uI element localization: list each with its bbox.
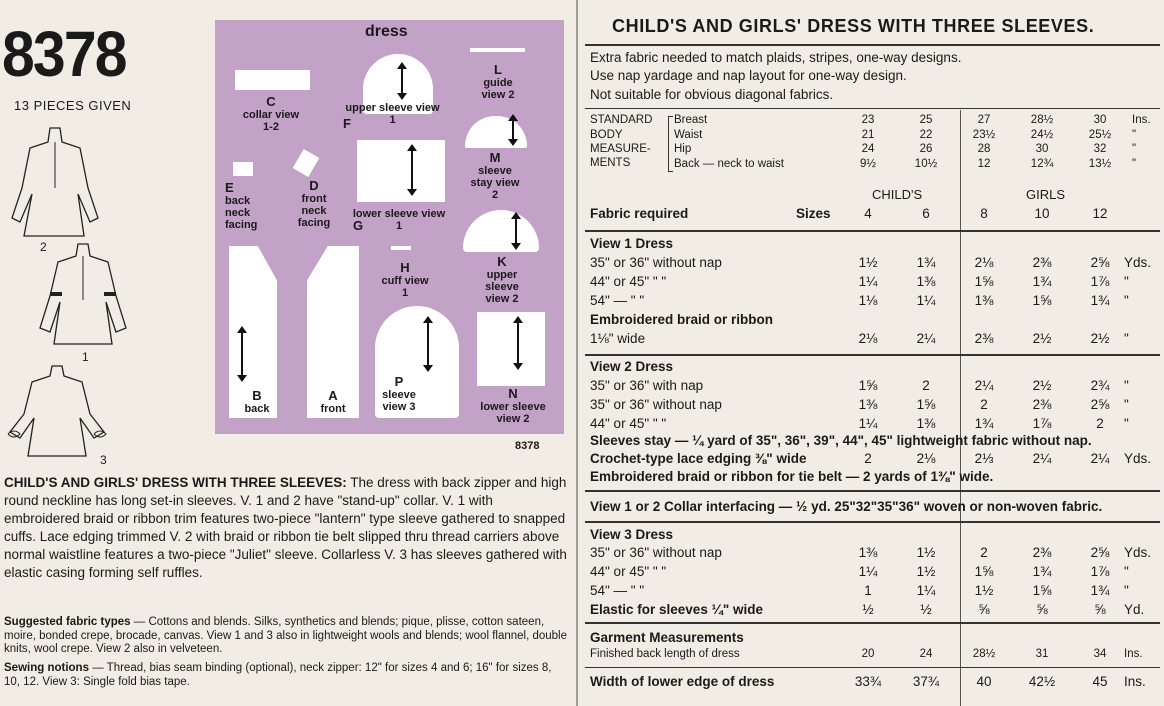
back-length-value: 34 bbox=[1093, 648, 1107, 660]
view2-row-value: 1⅜ bbox=[858, 397, 878, 412]
piece-c-label: C collar view 1-2 bbox=[242, 94, 300, 133]
size-header: 8 bbox=[980, 206, 988, 221]
measurement-value: 24½ bbox=[1030, 128, 1054, 141]
size-header: 6 bbox=[922, 206, 930, 221]
lower-edge-value: 42½ bbox=[1028, 674, 1056, 689]
lower-edge-value: 33¾ bbox=[854, 674, 882, 689]
measurement-value: 23½ bbox=[972, 128, 996, 141]
pieces-given: 13 PIECES GIVEN bbox=[14, 98, 132, 113]
fabric-suggestions: Suggested fabric types — Cottons and blends. Silks, synthetics and blends; pique, plisse, cotton sateen, moire, bonded crepe, brocade, canvas. View 1 and 3 also in lightweight wools and blends; wool flannel, double knits, wool crepe. View 2 also in velveteen. bbox=[4, 616, 568, 655]
measurement-value: 27 bbox=[977, 114, 991, 126]
layout-number: 8378 bbox=[515, 440, 540, 452]
measurement-value: 30 bbox=[1035, 143, 1049, 155]
view1-row-value: 1⅜ bbox=[974, 293, 994, 308]
view3-elastic-value: ⅝ bbox=[1036, 602, 1048, 617]
view1-row-value: 1⅝ bbox=[974, 274, 994, 289]
view2-lace-value: 2⅛ bbox=[916, 451, 936, 466]
view2-row-value: 2 bbox=[1096, 416, 1104, 431]
back-length-value: 24 bbox=[919, 648, 933, 660]
piece-e-label: E back neck facing bbox=[225, 180, 258, 231]
measurement-value: 13½ bbox=[1088, 157, 1112, 170]
view1-row-value: 2⅝ bbox=[1090, 255, 1110, 270]
lower-edge-value: 45 bbox=[1092, 674, 1108, 689]
measurement-row-label: Waist bbox=[674, 128, 703, 141]
piece-a-label: A front bbox=[320, 388, 346, 415]
view2-lace-value: 2 bbox=[864, 451, 872, 466]
piece-f-label: upper sleeve view 1 bbox=[345, 102, 440, 126]
figure-label-1: 1 bbox=[82, 350, 89, 364]
view1-row-value: 1½ bbox=[858, 255, 878, 270]
meas-label-body: BODY bbox=[590, 129, 623, 141]
view2-lace-unit: Yds. bbox=[1124, 451, 1152, 466]
view1-braid-unit: " bbox=[1124, 331, 1129, 346]
view3-elastic-unit: Yd. bbox=[1124, 602, 1145, 617]
piece-g-letter: G bbox=[353, 218, 364, 233]
view3-row-value: 1¾ bbox=[1032, 564, 1052, 579]
measurement-unit: " bbox=[1132, 157, 1137, 170]
garment-measurements-heading: Garment Measurements bbox=[590, 630, 744, 645]
meas-label-measure: MEASURE- bbox=[590, 143, 651, 155]
piece-m-label: M sleeve stay view 2 bbox=[470, 150, 520, 201]
back-length-value: 20 bbox=[861, 648, 875, 660]
note-line-2: Use nap yardage and nap layout for one-way design. bbox=[590, 68, 907, 83]
view3-row-label: 44" or 45" " " bbox=[590, 564, 667, 579]
view3-row-value: 1⅝ bbox=[974, 564, 994, 579]
view1-row-value: 1⅝ bbox=[1032, 293, 1052, 308]
view3-row-value: 2 bbox=[980, 545, 988, 560]
piece-n-label: N lower sleeve view 2 bbox=[480, 386, 546, 425]
measurement-value: 26 bbox=[919, 143, 933, 155]
back-length-unit: Ins. bbox=[1124, 648, 1143, 660]
view2-lace-value: 2¼ bbox=[1090, 451, 1110, 466]
note-line-3: Not suitable for obvious diagonal fabrics. bbox=[590, 87, 834, 102]
view1-row-value: 1⅜ bbox=[916, 274, 936, 289]
view1-row-value: 2⅛ bbox=[974, 255, 994, 270]
measurement-value: 25½ bbox=[1088, 128, 1112, 141]
view3-row-value: 2⅜ bbox=[1032, 545, 1052, 560]
measurement-value: 22 bbox=[919, 128, 933, 141]
view2-row-label: 44" or 45" " " bbox=[590, 416, 667, 431]
view2-row-value: 1⅞ bbox=[1032, 416, 1052, 431]
view2-row-value: 1¼ bbox=[858, 416, 878, 431]
view3-row-value: 2⅝ bbox=[1090, 545, 1110, 560]
view2-row-value: 2¾ bbox=[1090, 378, 1110, 393]
view2-row-value: 1¾ bbox=[974, 416, 994, 431]
view2-row-value: 2½ bbox=[1032, 378, 1052, 393]
view3-row-value: 1 bbox=[864, 583, 872, 598]
view3-row-value: 1¼ bbox=[858, 564, 878, 579]
piece-g-label: lower sleeve view 1 bbox=[352, 208, 446, 232]
figure-view-1-illustration bbox=[28, 236, 138, 354]
pattern-description: CHILD'S AND GIRLS' DRESS WITH THREE SLEEVES: The dress with back zipper and high round neckline has long set-in sleeves. V. 1 and 2 have "stand-up" collar. V. 1 with embroidered braid or ribbon trim features two-piece "lantern" type sleeve gathered to snapped cuffs. Lace edging trimmed V. 2 with braid or ribbon tie belt slipped thru thread carriers above normal waistline features a two-piece "Juliet" sleeve. Collarless V. 3 has sleeves gathered with elastic casing forming self ruffles. bbox=[4, 475, 567, 580]
sizes-label: Sizes bbox=[796, 206, 831, 221]
piece-l-label: L guide view 2 bbox=[481, 62, 515, 101]
measurement-value: 30 bbox=[1093, 114, 1107, 126]
view2-row-label: 35" or 36" without nap bbox=[590, 397, 722, 412]
view1-row-label: 44" or 45" " " bbox=[590, 274, 667, 289]
view1-row-label: 35" or 36" without nap bbox=[590, 255, 722, 270]
piece-p-label: P sleeve view 3 bbox=[382, 374, 416, 413]
view1-row-value: 1¾ bbox=[916, 255, 936, 270]
measurement-value: 28 bbox=[977, 143, 991, 155]
view1-braid-heading: Embroidered braid or ribbon bbox=[590, 312, 774, 327]
view2-row-value: 1⅜ bbox=[916, 416, 936, 431]
figure-label-3: 3 bbox=[100, 453, 107, 467]
measurement-unit: " bbox=[1132, 128, 1137, 141]
view3-row-unit: " bbox=[1124, 583, 1129, 598]
view1-row-value: 1¼ bbox=[858, 274, 878, 289]
piece-b-label: B back bbox=[244, 388, 270, 415]
figure-view-2-illustration bbox=[2, 118, 112, 248]
measurement-value: 12¾ bbox=[1030, 157, 1054, 170]
view2-row-unit: " bbox=[1124, 416, 1129, 431]
view1-row-value: 1⅛ bbox=[858, 293, 878, 308]
figure-view-3-illustration bbox=[0, 360, 115, 465]
fabric-required-label: Fabric required bbox=[590, 206, 689, 221]
piece-f-letter: F bbox=[343, 116, 351, 131]
piece-k-label: K upper sleeve view 2 bbox=[485, 254, 519, 305]
measurement-value: 32 bbox=[1093, 143, 1107, 155]
view2-sleeve-stay: Sleeves stay — ¼ yard of 35", 36", 39", 44", 45" lightweight fabric without nap. bbox=[590, 433, 1092, 448]
view3-elastic-value: ½ bbox=[862, 602, 874, 617]
view3-row-value: 1¼ bbox=[916, 583, 936, 598]
view1-row-value: 1¼ bbox=[916, 293, 936, 308]
sewing-notions: Sewing notions — Thread, bias seam binding (optional), neck zipper: 12" for sizes 4 and 6; 16" for sizes 8, 10, 12. View 3: Single fold bias tape. bbox=[4, 662, 552, 688]
size-header: 12 bbox=[1092, 206, 1108, 221]
view2-row-unit: " bbox=[1124, 378, 1129, 393]
back-length-value: 31 bbox=[1035, 648, 1049, 660]
view1-row-value: 1¾ bbox=[1090, 293, 1110, 308]
view2-row-label: 35" or 36" with nap bbox=[590, 378, 704, 393]
view2-lace-value: 2⅓ bbox=[974, 451, 994, 466]
view3-row-label: 54" — " " bbox=[590, 583, 645, 598]
view3-row-value: 1⅝ bbox=[1032, 583, 1052, 598]
lower-edge-value: 37¾ bbox=[912, 674, 940, 689]
view2-row-value: 2⅜ bbox=[1032, 397, 1052, 412]
view2-row-value: 2¼ bbox=[974, 378, 994, 393]
view2-heading: View 2 Dress bbox=[590, 359, 674, 374]
girls-heading: GIRLS bbox=[1026, 187, 1066, 202]
collar-interfacing: View 1 or 2 Collar interfacing — ½ yd. 25"32"35"36" woven or non-woven fabric. bbox=[590, 499, 1103, 514]
dress-heading: dress bbox=[365, 23, 408, 40]
measurement-row-label: Breast bbox=[674, 114, 708, 126]
piece-h-label: H cuff view 1 bbox=[381, 260, 429, 299]
view1-heading: View 1 Dress bbox=[590, 236, 674, 251]
view2-row-value: 2 bbox=[980, 397, 988, 412]
view1-row-label: 54" — " " bbox=[590, 293, 645, 308]
figure-label-2: 2 bbox=[40, 240, 47, 254]
measurement-unit: Ins. bbox=[1132, 114, 1151, 126]
view3-elastic-label: Elastic for sleeves ¼" wide bbox=[590, 602, 763, 617]
measurement-value: 21 bbox=[861, 128, 875, 141]
measurement-unit: " bbox=[1132, 143, 1137, 155]
piece-d-label: D front neck facing bbox=[297, 178, 331, 229]
view3-row-value: 1½ bbox=[916, 564, 936, 579]
view1-row-unit: " bbox=[1124, 293, 1129, 308]
view2-row-unit: " bbox=[1124, 397, 1129, 412]
back-length-label: Finished back length of dress bbox=[590, 648, 740, 660]
measurement-value: 10½ bbox=[914, 157, 938, 170]
view3-row-value: 1½ bbox=[916, 545, 936, 560]
view3-row-unit: Yds. bbox=[1124, 545, 1152, 560]
lower-edge-unit: Ins. bbox=[1124, 674, 1146, 689]
meas-label-standard: STANDARD bbox=[590, 114, 653, 126]
view3-heading: View 3 Dress bbox=[590, 527, 674, 542]
view1-row-value: 1⅞ bbox=[1090, 274, 1110, 289]
lower-edge-value: 40 bbox=[976, 674, 992, 689]
view3-row-value: 1½ bbox=[974, 583, 994, 598]
view3-elastic-value: ½ bbox=[920, 602, 932, 617]
center-fold-line bbox=[576, 0, 578, 706]
chart-title: CHILD'S AND GIRLS' DRESS WITH THREE SLEEVES. bbox=[612, 16, 1095, 36]
measurement-value: 28½ bbox=[1030, 114, 1054, 126]
view1-row-value: 1¾ bbox=[1032, 274, 1052, 289]
view3-row-unit: " bbox=[1124, 564, 1129, 579]
pattern-number: 8378 bbox=[2, 18, 126, 90]
view3-row-value: 1⅞ bbox=[1090, 564, 1110, 579]
lower-edge-label: Width of lower edge of dress bbox=[590, 674, 775, 689]
view2-lace-label: Crochet-type lace edging ⅜" wide bbox=[590, 451, 807, 466]
view3-row-label: 35" or 36" without nap bbox=[590, 545, 722, 560]
childs-heading: CHILD'S bbox=[872, 187, 923, 202]
view1-braid-value: 2⅛ bbox=[858, 331, 878, 346]
measurement-value: 12 bbox=[977, 157, 991, 170]
meas-label-ments: MENTS bbox=[590, 157, 631, 169]
view2-row-value: 1⅝ bbox=[858, 378, 878, 393]
view2-tie-belt: Embroidered braid or ribbon for tie belt — 2 yards of 1⅜" wide. bbox=[590, 469, 994, 484]
view3-elastic-value: ⅝ bbox=[1094, 602, 1106, 617]
view1-row-unit: " bbox=[1124, 274, 1129, 289]
measurement-row-label: Back — neck to waist bbox=[674, 157, 784, 170]
back-length-value: 28½ bbox=[972, 648, 996, 660]
size-header: 10 bbox=[1034, 206, 1050, 221]
view2-lace-value: 2¼ bbox=[1032, 451, 1052, 466]
view2-row-value: 1⅝ bbox=[916, 397, 936, 412]
pattern-pieces-panel bbox=[215, 20, 564, 452]
view2-row-value: 2⅝ bbox=[1090, 397, 1110, 412]
note-line-1: Extra fabric needed to match plaids, stripes, one-way designs. bbox=[590, 50, 962, 65]
measurement-value: 25 bbox=[919, 114, 933, 126]
view1-row-unit: Yds. bbox=[1124, 255, 1152, 270]
measurement-value: 9½ bbox=[860, 157, 876, 170]
view1-braid-value: 2¼ bbox=[916, 331, 936, 346]
view1-braid-value: 2½ bbox=[1032, 331, 1052, 346]
view1-braid-value: 2⅜ bbox=[974, 331, 994, 346]
measurement-value: 23 bbox=[861, 114, 875, 126]
view3-row-value: 1⅜ bbox=[858, 545, 878, 560]
view2-row-value: 2 bbox=[922, 378, 930, 393]
size-header: 4 bbox=[864, 206, 872, 221]
measurement-value: 24 bbox=[861, 143, 875, 155]
view1-row-value: 2⅜ bbox=[1032, 255, 1052, 270]
view3-elastic-value: ⅝ bbox=[978, 602, 990, 617]
view1-braid-value: 2½ bbox=[1090, 331, 1110, 346]
measurement-row-label: Hip bbox=[674, 143, 692, 155]
view3-row-value: 1¾ bbox=[1090, 583, 1110, 598]
view1-braid-label: 1⅛" wide bbox=[590, 331, 646, 346]
